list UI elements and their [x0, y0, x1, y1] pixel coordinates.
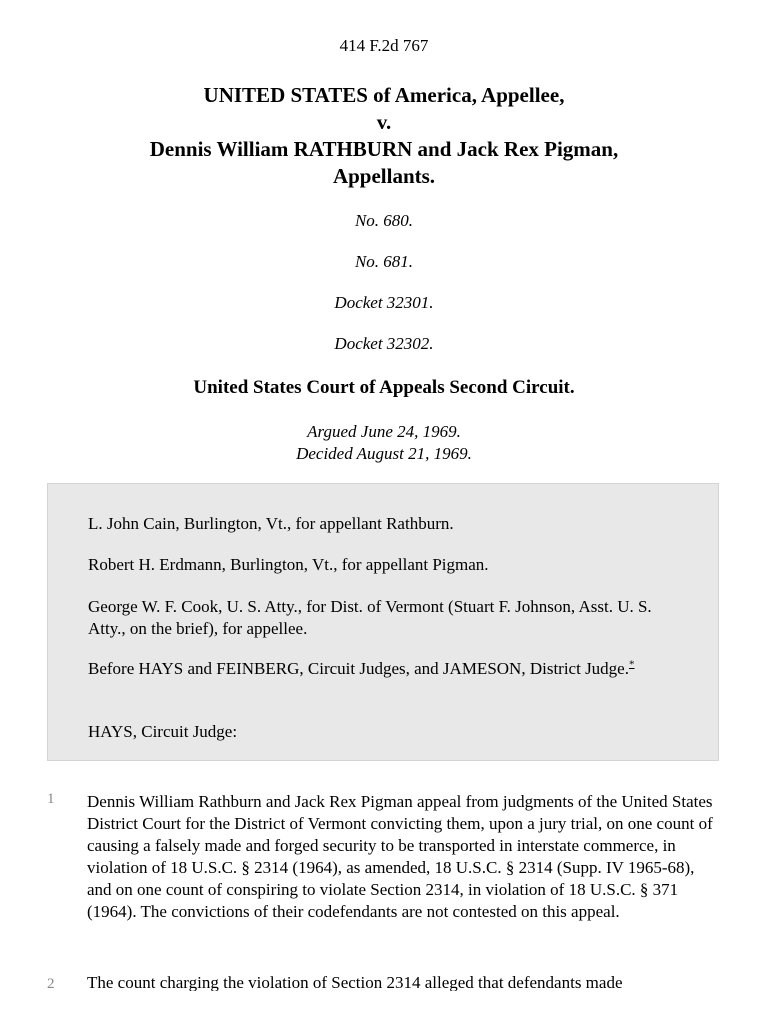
- case-number-680: No. 680.: [354, 211, 414, 230]
- court-name: United States Court of Appeals Second Circuit.: [193, 377, 575, 398]
- opinion-author: HAYS, Circuit Judge:: [88, 722, 238, 741]
- decided-date: Decided August 21, 1969.: [296, 444, 472, 463]
- panel-judges: [88, 658, 688, 680]
- docket-32301: Docket 32301.: [334, 293, 434, 312]
- counsel-rathburn: L. John Cain, Burlington, Vt., for appellant Rathburn.: [88, 514, 454, 533]
- title-line-appellants-names: Dennis William RATHBURN and Jack Rex Pigman,: [149, 137, 619, 161]
- argued-date: Argued June 24, 1969.: [307, 422, 461, 441]
- opinion-paragraph-clipped: [0, 972, 768, 991]
- title-line-appellants: Appellants.: [332, 164, 436, 188]
- docket-32302: Docket 32302.: [334, 334, 434, 353]
- counsel-box: [47, 483, 719, 761]
- paragraph-number: 1: [47, 791, 55, 807]
- paragraph-text: Dennis William Rathburn and Jack Rex Pigman appeal from judgments of the United States District Court for the District of Vermont convicting them, upon a jury trial, on one count of causing a falsely made and forged security to be transported in interstate commerce, in violation of 18 U.S.C. § 2314 (1964), as amended, 18 U.S.C. § 2314 (Supp. IV 1965-68), and on one count of conspiring to violate Section 2314, in violation of 18 U.S.C. § 371 (1964). The convictions of their codefendants are not contested on this appeal.: [87, 792, 713, 921]
- paragraph-text: The count charging the violation of Section 2314 alleged that defendants made: [87, 973, 623, 991]
- case-title: [0, 82, 768, 190]
- case-number-681: No. 681.: [354, 252, 414, 271]
- citation: 414 F.2d 767: [339, 36, 429, 55]
- paragraph-number: 2: [47, 976, 55, 991]
- counsel-appellee: George W. F. Cook, U. S. Atty., for Dist. of Vermont (Stuart F. Johnson, Asst. U. S. Atty., on the brief), for appellee.: [88, 597, 652, 638]
- counsel-pigman: Robert H. Erdmann, Burlington, Vt., for appellant Pigman.: [88, 555, 489, 574]
- title-line-appellee: UNITED STATES of America, Appellee,: [203, 83, 565, 107]
- title-line-versus: v.: [376, 110, 392, 134]
- panel-judges-text: Before HAYS and FEINBERG, Circuit Judges, and JAMESON, District Judge.: [88, 659, 629, 678]
- case-dates: [0, 421, 768, 465]
- footnote-link[interactable]: *: [628, 658, 635, 671]
